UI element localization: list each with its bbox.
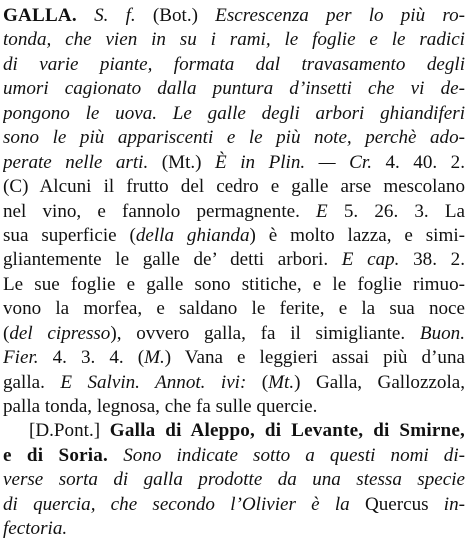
italic-text: È in Plin. — (215, 151, 350, 173)
body-text: 4. 3. 4. ( (52, 347, 145, 369)
headword-text: GALLA. (3, 5, 77, 26)
italic-text: M. (144, 347, 165, 369)
text-line (3, 53, 465, 77)
body-text: 38. 2. (413, 249, 465, 271)
body-text: (C) Alcuni il frutto del cedro e galle arse mescolano (3, 176, 465, 198)
body-text: Quercus (364, 493, 429, 515)
text-line (3, 102, 465, 126)
italic-text: tonda, che vien in su i rami, le foglie e le radici (3, 29, 465, 51)
body-text: palla tonda, legnosa, che fa sulle quercie. (3, 396, 318, 417)
body-text: ) Galla, Gallozzola, (294, 371, 465, 393)
italic-text: Fier. (3, 347, 53, 369)
italic-text: del cipresso (9, 322, 111, 344)
italic-text: E cap. (341, 249, 414, 271)
body-text: [D.Pont.] (29, 420, 110, 442)
text-line (3, 322, 465, 346)
body-text: 5. 26. 3. La (343, 200, 465, 222)
body-text: ( (3, 322, 10, 344)
text-line (3, 28, 465, 52)
italic-text: della ghianda (135, 224, 250, 246)
body-text: (Bot.) (152, 5, 216, 26)
text-line (3, 224, 465, 248)
italic-text: E (316, 200, 344, 222)
headword-text: e di Soria. (3, 444, 124, 466)
body-text: ( (261, 371, 269, 393)
text-line (3, 4, 465, 28)
text-line (3, 419, 465, 443)
body-text: nel vino, e fannolo permagnente. (3, 200, 317, 222)
italic-text: perate nelle arti. (3, 151, 162, 173)
italic-text: Escrescenza per lo più ro- (215, 5, 465, 26)
body-text: vono la morfea, e saldano le ferite, e la sua noce (3, 298, 465, 320)
body-text: ), ovvero galla, fa il simigliante. (110, 322, 420, 344)
text-line (3, 395, 465, 419)
italic-text: E Salvin. Annot. ivi: (60, 371, 262, 393)
italic-text: Sono indicate sotto a questi nomi di- (123, 444, 465, 466)
italic-text: umori cagionato dalla puntura d’insetti che vi de- (3, 78, 465, 100)
italic-text: fectoria. (3, 518, 68, 540)
text-line (3, 346, 465, 370)
body-text: ) è molto lazza, e simi- (249, 224, 465, 246)
dictionary-entry (3, 4, 465, 540)
body-text: (Mt.) (161, 151, 216, 173)
italic-text: di varie piante, formata dal travasamento degli (3, 53, 465, 75)
text-line (3, 126, 465, 150)
italic-text: di quercia, che secondo l’Olivier è la (3, 493, 365, 515)
italic-text: Mt. (268, 371, 295, 393)
text-line (3, 175, 465, 199)
italic-text: sono le più appariscenti e le più note, perchè ado- (3, 127, 465, 149)
text-line (3, 273, 465, 297)
text-line (3, 517, 465, 541)
body-text: ) Vana e leggieri assai più d’una (164, 347, 465, 369)
text-line (3, 248, 465, 272)
italic-text: in- (428, 493, 465, 515)
italic-text: Buon. (419, 322, 465, 344)
text-line (3, 151, 465, 175)
body-text: gliantemente le galle de’ detti arbori. (3, 249, 342, 271)
body-text: Le sue foglie e galle sono stitiche, e le foglie rimuo- (3, 273, 465, 295)
italic-text: S. f. (76, 5, 153, 26)
italic-text: Cr. (349, 151, 386, 173)
text-line (3, 371, 465, 395)
body-text: 4. 40. 2. (385, 151, 465, 173)
italic-text: pongono le uova. Le galle degli arbori ghiandiferi (3, 102, 465, 124)
headword-text: Galla di Aleppo, di Levante, di Smirne, (109, 420, 465, 442)
body-text: sua superficie ( (3, 224, 136, 246)
text-line (3, 493, 465, 517)
text-line (3, 297, 465, 321)
text-line (3, 468, 465, 492)
body-text: galla. (3, 371, 61, 393)
text-line (3, 200, 465, 224)
text-line (3, 444, 465, 468)
italic-text: verse sorta di galla prodotte da una stessa specie (3, 469, 465, 491)
text-line (3, 77, 465, 101)
